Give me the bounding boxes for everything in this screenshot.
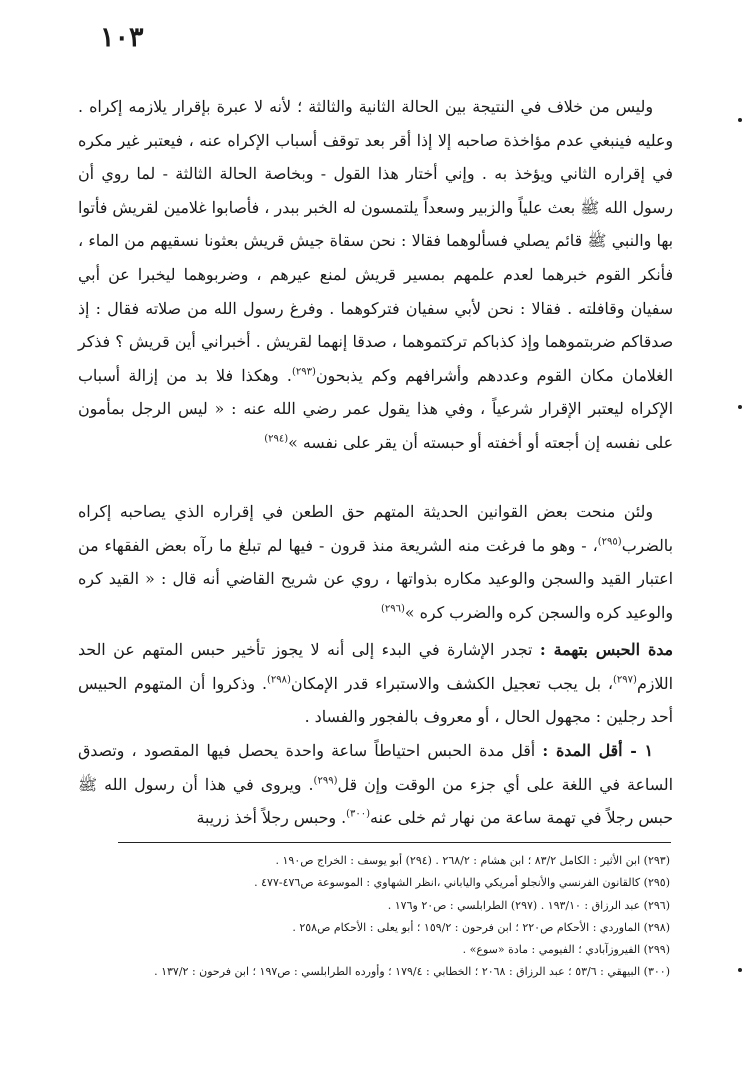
footnote-ref-298[interactable]: (٢٩٨) — [266, 674, 291, 686]
paragraph-3-continued-2: . وذكروا أن المتهوم الحبيس أحد رجلين : مجهول الحال ، أو معروف بالفجور والفساد . — [78, 673, 673, 727]
paragraph-2-text: ولئن منحت بعض القوانين الحديثة المتهم حق الطعن في إقراره الذي يصاحبه إكراه بالضرب — [78, 502, 673, 555]
page-number: ١٠٣ — [100, 22, 144, 53]
paragraph-4-continued: . ويروى في هذا أن رسول الله ﷺ حبس رجلاً في تهمة ساعة من نهار ثم خلى عنه — [78, 774, 673, 828]
footnote-ref-297[interactable]: (٢٩٧) — [613, 674, 637, 686]
footnote-line: (٢٩٨) الماوردي : الأحكام ص٢٢٠ ؛ ابن فرحون : ١٥٩/٢ ؛ أبو يعلى : الأحكام ص٢٥٨ . — [292, 920, 670, 934]
footnote-divider — [118, 842, 671, 843]
footnote-line: (٢٩٥) كالقانون الفرنسي والأنجلو أمريكي والياباني ،انظر الشهاوي : الموسوعة ص٤٧٦-٤٧٧ . — [254, 876, 670, 890]
footnote-line: (٢٩٩) الفيروزآبادي ؛ الفيومي : مادة «سوع» . — [462, 943, 670, 957]
paragraph-4-text: أقل مدة الحبس احتياطاً ساعة واحدة يحصل فيها المقصود ، وتصدق الساعة في اللغة على أي جزء من الوقت وإن قل — [78, 741, 673, 794]
scan-mark — [738, 405, 742, 409]
footnote-ref-295[interactable]: (٢٩٥) — [597, 536, 622, 548]
footnote-ref-299[interactable]: (٢٩٩) — [313, 775, 338, 787]
footnote-line: (٢٩٦) عبد الرزاق : ١٩٣/١٠ . (٢٩٧) الطرابلسي : ص٢٠ و١٧٦ . — [387, 898, 670, 912]
paragraph-1 — [78, 90, 673, 460]
footnote-line: (٢٩٣) ابن الأثير : الكامل ٨٣/٢ ؛ ابن هشام : ٢٦٨/٢ . (٢٩٤) أبو يوسف : الخراج ص١٩٠ . — [275, 854, 670, 867]
paragraph-2-continued: ، - وهو ما فرغت منه الشريعة منذ قرون - فيها لم تبلغ ما رآه بعض الفقهاء من اعتبار القيد والسجن والوعيد مكاره بذواتها ، روي عن شريح القاضي أنه قال : « القيد كره والوعيد كره والسجن كره والضرب كره » — [78, 535, 673, 622]
scan-mark — [738, 968, 742, 972]
paragraph-1-text: وليس من خلاف في النتيجة بين الحالة الثانية والثالثة ؛ لأنه لا عبرة بإقرار يلازمه إكراه . وعليه فينبغي عدم مؤاخذة صاحبه إلا إذا أقر بعد توقف أسباب الإكراه عنه ، فيعتبر غير مكره في إقراره الثاني ويؤخذ به . وإني أختار هذا القول - وبخاصة الحالة الثالثة - لما روي أن رسول الله ﷺ بعث علياً والزبير وسعداً يلتمسون له الخبر ببدر ، فأصابوا غلامين لقريش فأتوا بها والنبي ﷺ قائم يصلي فسألوهما فقالا : نحن سقاة جيش قريش بعثونا نسقيهم من الماء ، فأنكر القوم خبرهما لعدم علمهم بمسير قريش لمنع عيرهم ، وضربوهما ليخبرا عن أبي سفيان وقافلته . فقالا : نحن لأبي سفيان فتركوهما . وفرغ رسول الله من صلاته فقال : إذ صدقاكم ضربتموهما وإذ كذباكم تركتموهما ، صدقا إنهما لقريش . أخبراني أين قريش ؟ فذكر الغلامان مكان القوم وعددهم وأشرافهم وكم يذبحون — [78, 97, 673, 385]
paragraph-1-continued: . وهكذا فلا بد من إزالة أسباب الإكراه ليعتبر الإقرار شرعياً ، وفي هذا يقول عمر رضي الله عنه : « ليس الرجل بمأمون على نفسه إن أجعته أو أخفته أو حبسته أن يقر على نفسه » — [78, 365, 673, 452]
paragraph-3-continued: ، بل يجب تعجيل الكشف والاستبراء قدر الإمكان — [290, 673, 614, 693]
paragraph-2 — [78, 495, 673, 629]
footnote-ref-294[interactable]: (٢٩٤) — [264, 433, 289, 445]
footnotes — [80, 850, 670, 984]
section-heading-detention-period: مدة الحبس بتهمة : — [539, 640, 673, 659]
paragraph-3 — [78, 633, 673, 734]
paragraph-4 — [78, 734, 673, 835]
paragraph-4-continued-2: . وحبس رجلاً أخذ زريبة — [196, 808, 347, 828]
paragraph-3-text: تجدر الإشارة في البدء إلى أنه لا يجوز تأخير حبس المتهم عن الحد اللازم — [78, 640, 673, 693]
footnote-line: (٣٠٠) البيهقي : ٥٣/٦ ؛ عبد الرزاق : ٢٠٦٨ ؛ الخطابي : ١٧٩/٤ ؛ وأورده الطرابلسي : ص١٩٧ ؛ ابن فرحون : ١٣٧/٢ . — [154, 965, 670, 979]
scan-mark — [738, 118, 742, 122]
footnote-ref-293[interactable]: (٢٩٣) — [291, 366, 316, 378]
footnote-ref-300[interactable]: (٣٠٠) — [346, 808, 371, 820]
subheading-minimum-period: ١ - أقل المدة : — [542, 741, 653, 760]
footnote-ref-296[interactable]: (٢٩٦) — [380, 603, 405, 615]
